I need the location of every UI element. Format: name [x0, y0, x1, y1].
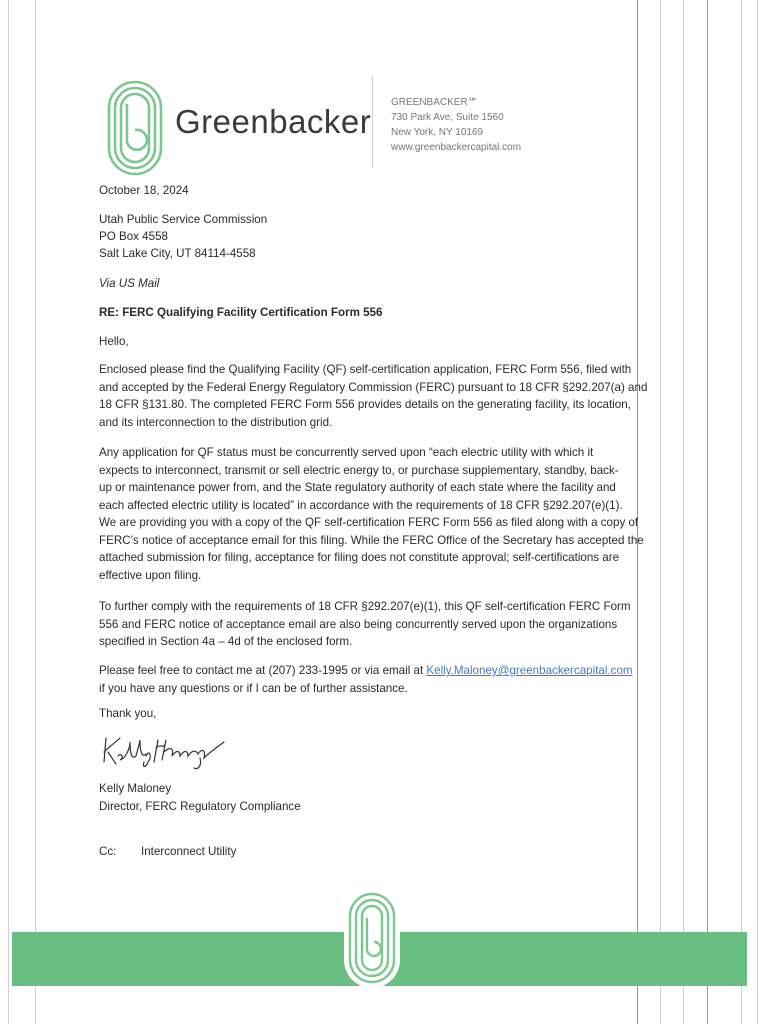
paragraph-line: We are providing you with a copy of the QF self-certification FERC Form 556 as filed along with a copy of [99, 516, 639, 529]
paragraph-line: expects to interconnect, transmit or sell electric energy to, or purchase supplementary, standby, back- [99, 463, 619, 477]
paragraph-line: 556 and FERC notice of acceptance email are also being concurrently served upon the organizations [99, 617, 618, 631]
paragraph-line: specified in Section 4a – 4d of the enclosed form. [99, 635, 353, 648]
letterhead-address [391, 95, 521, 155]
signer-title: Director, FERC Regulatory Compliance [99, 800, 301, 813]
recipient-line: PO Box 4558 [99, 230, 168, 243]
letter-date: October 18, 2024 [99, 184, 189, 197]
paragraph-line: FERC’s notice of acceptance email for this filing. While the FERC Office of the Secretary has accepted the [99, 533, 644, 547]
paragraph-line: Any application for QF status must be concurrently served upon “each electric utility with which it [99, 446, 594, 459]
paragraph-line: effective upon filing. [99, 568, 202, 582]
paragraph-requirements [99, 444, 644, 584]
scan-artifact-line [741, 0, 742, 1024]
greenbacker-logo-icon [107, 80, 163, 176]
address-line: 730 Park Ave, Suite 1560 [391, 112, 504, 123]
paragraph-line: and accepted by the Federal Energy Regulatory Commission (FERC) pursuant to 18 CFR §292.207(a) and [99, 380, 648, 394]
paragraph-line: and its interconnection to the distribution grid. [99, 415, 333, 429]
contact-line [99, 662, 633, 680]
address-line: New York, NY 10169 [391, 127, 484, 138]
paragraph-enclosure [99, 361, 647, 431]
paragraph-line: each affected electric utility is located” in accordance with the requirements of 18 CFR §292.207(e)(1). [99, 498, 623, 512]
contact-line: if you have any questions or if I can be of further assistance. [99, 681, 408, 695]
cc-value: Interconnect Utility [141, 845, 237, 858]
handwritten-signature [100, 728, 230, 772]
paragraph-line: To further comply with the requirements of 18 CFR §292.207(e)(1), this QF self-certification FERC Form [99, 600, 631, 613]
scan-artifact-line [660, 0, 661, 1024]
delivery-method: Via US Mail [99, 277, 160, 290]
paragraph-contact [99, 662, 633, 697]
recipient-line: Salt Lake City, UT 84114-4558 [99, 247, 256, 260]
scan-artifact-line [8, 0, 9, 1024]
footer-logo-icon [348, 892, 396, 984]
paragraph-line: Enclosed please find the Qualifying Facility (QF) self-certification application, FERC Form 556, filed with [99, 363, 632, 376]
scan-artifact-line [757, 0, 758, 1024]
scan-artifact-line [683, 0, 684, 1024]
closing: Thank you, [99, 707, 157, 720]
signer-name: Kelly Maloney [99, 782, 172, 795]
address-line: GREENBACKER℠ [391, 97, 478, 108]
scan-artifact-line [707, 0, 708, 1024]
subject-line: RE: FERC Qualifying Facility Certification Form 556 [99, 306, 383, 319]
paragraph-line: up or maintenance power from, and the State regulatory authority of each state where the facility and [99, 481, 616, 494]
header-divider [372, 76, 373, 168]
paragraph-line: attached submission for filing, acceptance for filing does not constitute approval; self-certifications are [99, 551, 620, 564]
cc-label: Cc: [99, 845, 117, 858]
salutation: Hello, [99, 335, 129, 348]
paragraph-compliance [99, 598, 631, 651]
brand-name: Greenbacker [175, 103, 372, 140]
website-link[interactable]: www.greenbackercapital.com [391, 142, 522, 153]
contact-text: Please feel free to contact me at (207) 233-1995 or via email at [99, 664, 427, 677]
scan-artifact-line [35, 0, 36, 1024]
paragraph-line: 18 CFR §131.80. The completed FERC Form 556 provides details on the generating facility, its location, [99, 398, 631, 411]
email-link[interactable]: Kelly.Maloney@greenbackercapital.com [426, 664, 633, 677]
recipient-line: Utah Public Service Commission [99, 213, 268, 226]
